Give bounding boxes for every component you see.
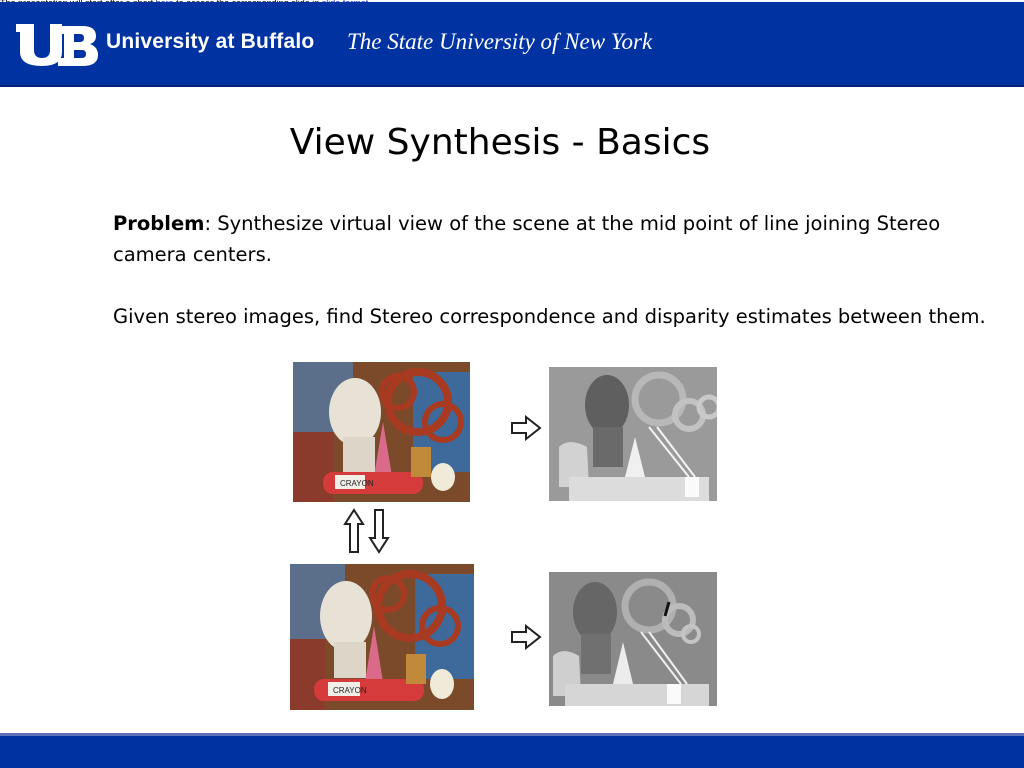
problem-paragraph: [113, 208, 993, 270]
left-disparity-map: [549, 367, 717, 501]
crayon-label-top: CRAYON: [340, 479, 374, 488]
university-tagline: The State University of New York: [347, 29, 653, 54]
right-disparity-map: [549, 572, 717, 706]
given-paragraph: Given stereo images, find Stereo correspondence and disparity estimates between them.: [113, 305, 986, 328]
header-banner: [0, 2, 1024, 87]
stereo-figure: [276, 352, 754, 736]
footer-bar: [0, 733, 1024, 768]
ub-logo-icon: [14, 22, 98, 68]
right-arrow-icon: [510, 415, 542, 441]
crayon-label-bottom: CRAYON: [333, 686, 367, 695]
problem-label: Problem: [113, 212, 205, 235]
down-arrow-icon: [368, 508, 390, 554]
problem-text: : Synthesize virtual view of the scene at the mid point of line joining Stereo camera centers.: [113, 212, 941, 266]
right-arrow-icon-bottom: [510, 624, 542, 650]
university-name: University at Buffalo: [106, 30, 315, 53]
right-stereo-image: [290, 564, 474, 710]
slide-title: View Synthesis - Basics: [289, 122, 711, 163]
up-arrow-icon: [343, 508, 365, 554]
left-stereo-image: [293, 362, 470, 502]
